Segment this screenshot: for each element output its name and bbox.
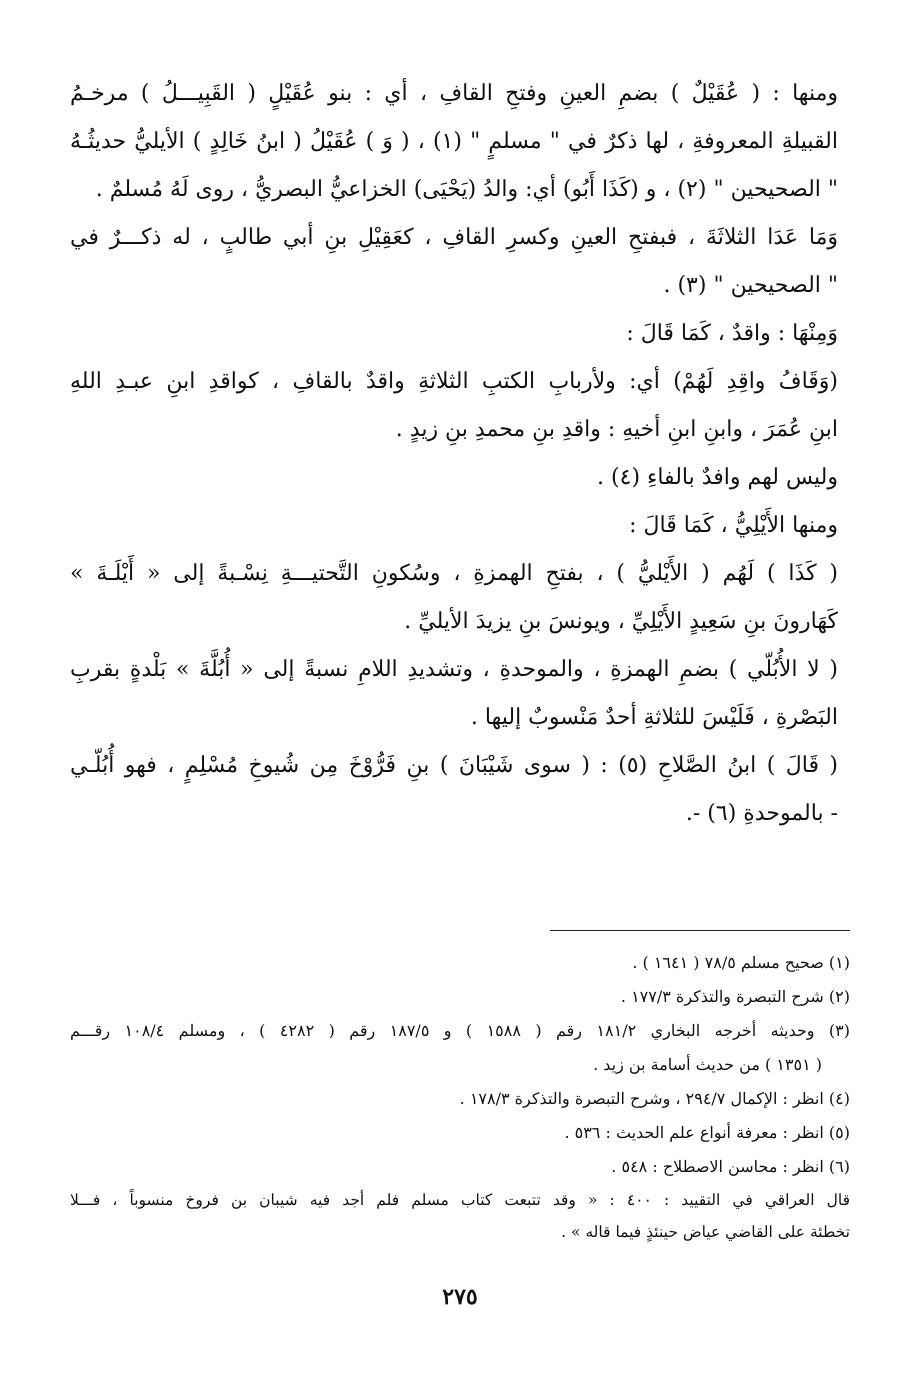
footnotes: [70, 946, 850, 1248]
text-line: ابنِ عُمَرَ ، وابنِ ابنِ أخيهِ : واقدِ بنِ محمدِ بنِ زيدٍ .: [395, 417, 838, 442]
footnote: (٣) وحديثه أخرجه البخاري ١٨١/٢ رقم ( ١٥٨٨ ) و ١٨٧/٥ رقم ( ٤٢٨٢ ) ، ومسلم ١٠٨/٤ رقـــم: [70, 1021, 850, 1040]
text-line: ومنها : ( عُقَيْلٌ ) بضمِ العينِ وفتحِ القافِ ، أي : بنو عُقَيْلٍ ( القَبِيـــلُ ) مرخـمُ: [70, 81, 838, 106]
text-line: وَمِنْهَا : واقدٌ ، كَمَا قَالَ :: [626, 321, 838, 346]
main-text: [70, 70, 838, 838]
text-line: البَصْرةِ ، فَلَيْسَ للثلاثةِ أحدٌ مَنْسوبٌ إليها .: [470, 705, 838, 730]
text-line: كَهَارونَ بنِ سَعِيدٍ الأَيْلِيِّ ، ويونسَ بنِ يزيدَ الأيليِّ .: [404, 609, 838, 634]
text-line: " الصحيحين " (٢) ، و (كَذَا أَبُو) أي: والدُ (يَحْيَى) الخزاعيُّ البصريُّ ، روى لَهُ مُسلمٌ .: [95, 177, 838, 202]
footnote: (٦) انظر : محاسن الاصطلاح : ٥٤٨ .: [611, 1157, 850, 1176]
footnote: (٥) انظر : معرفة أنواع علم الحديث : ٥٣٦ .: [564, 1123, 850, 1142]
page-number: ٢٧٥: [442, 1284, 478, 1310]
footnote-separator: [550, 930, 850, 931]
footnote: (٢) شرح التبصرة والتذكرة ١٧٧/٣ .: [620, 987, 850, 1006]
text-line: - بالموحدةِ (٦) -.: [685, 801, 838, 826]
text-line: ( قَالَ ) ابنُ الصَّلاحِ (٥) : ( سوى شَيْبَانَ ) بنِ فَرُّوْخَ مِن شُيوخِ مُسْلِمٍ ، فهو أُبُلّـي: [70, 753, 838, 778]
text-line: ( لا الأُبُلّي ) بضمِ الهمزةِ ، والموحدةِ ، وتشديدِ اللامِ نسبةً إلى « أُبُلَّةَ » بَلْدةٍ بقربِ: [70, 657, 838, 682]
text-line: ومنها الأَيْلِيُّ ، كَمَا قَالَ :: [629, 513, 838, 538]
footnote: (٤) انظر : الإكمال ٢٩٤/٧ ، وشرح التبصرة والتذكرة ١٧٨/٣ .: [459, 1089, 850, 1108]
text-line: وليس لهم وافدٌ بالفاءِ (٤) .: [597, 465, 838, 490]
text-line: " الصحيحين " (٣) .: [663, 273, 838, 298]
footnote: (١) صحيح مسلم ٧٨/٥ ( ١٦٤١ ) .: [632, 953, 850, 972]
text-line: ( كَذَا ) لَهُم ( الأَيْليُّ ) ، بفتحِ الهمزةِ ، وسُكونِ التَّحتيـــةِ نِسْـبةً إلى « أَيْلَـةَ »: [70, 561, 838, 586]
footnote-extra: تخطئة على القاضي عياض حينئذٍ فيما قاله » .: [561, 1223, 850, 1241]
footnote-extra: قال العراقي في التقييد : ٤٠٠ : « وقد تتبعت كتاب مسلم فلم أجد فيه شيبان بن فروخ منسوباً ، فـــلا: [70, 1191, 850, 1209]
footnote-continuation: ( ١٣٥١ ) من حديث أسامة بن زيد .: [593, 1055, 822, 1074]
text-line: (وَقَافُ واقِدِ لَهُمْ) أي: ولأربابِ الكتبِ الثلاثةِ واقدٌ بالقافِ ، كواقدِ ابنِ عبـدِ اللهِ: [70, 369, 838, 394]
text-line: القبيلةِ المعروفةِ ، لها ذكرٌ في " مسلمٍ " (١) ، ( وَ ) عُقَيْلُ ( ابنُ خَالِدٍ ) الأيليُّ حديثُـهُ: [70, 129, 838, 154]
text-line: وَمَا عَدَا الثلاثَةَ ، فبفتحِ العينِ وكسرِ القافِ ، كعَقِيْلِ بنِ أبي طالبٍ ، له ذكـــرٌ في: [70, 225, 838, 250]
